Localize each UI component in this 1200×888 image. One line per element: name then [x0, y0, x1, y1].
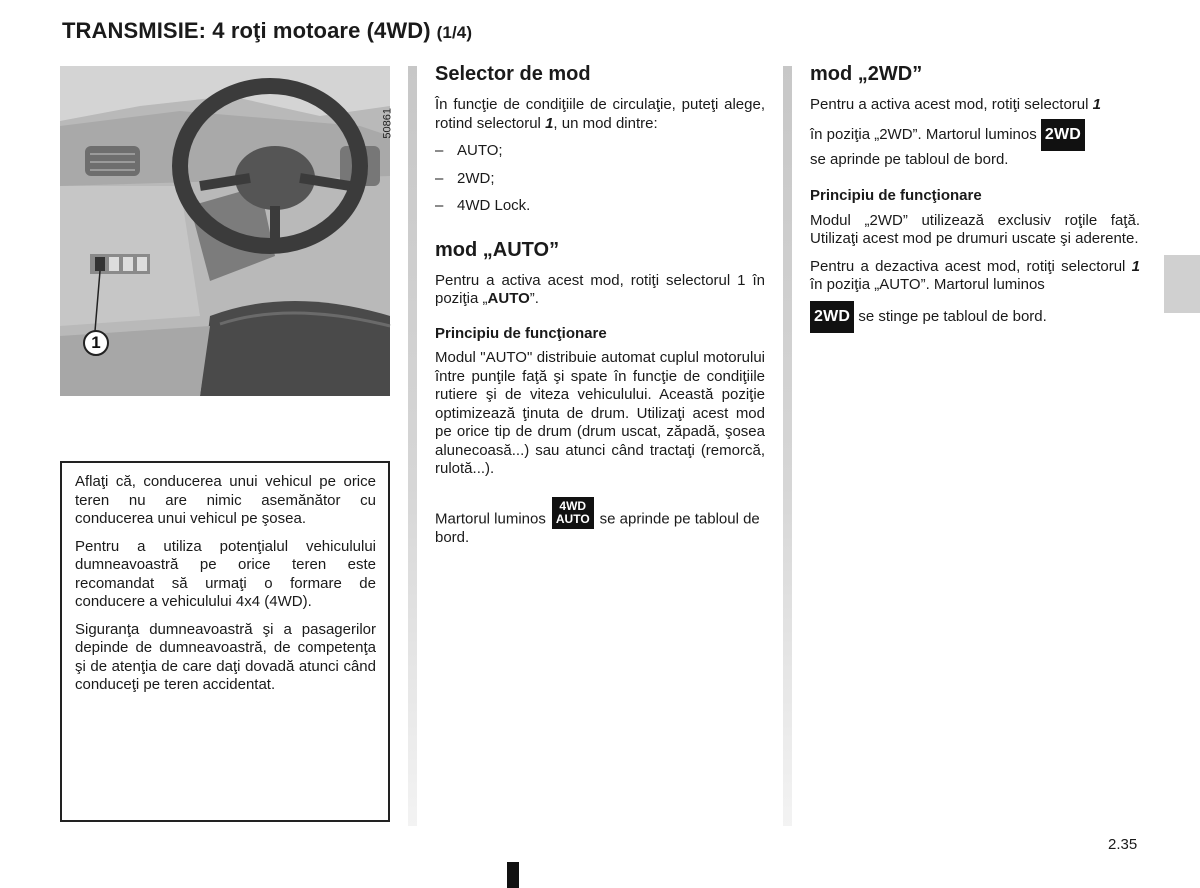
- figure-code: 50861: [382, 108, 394, 139]
- warning-box: [60, 461, 390, 822]
- dashboard-drawing: [60, 66, 390, 396]
- list-item: – 2WD;: [435, 169, 495, 187]
- page-number: 2.35: [1108, 836, 1138, 853]
- dashboard-illustration: [60, 66, 394, 396]
- auto-principle-heading: Principiu de funcţionare: [435, 324, 607, 342]
- auto-indicator-text: Martorul luminos 4WD AUTO se aprinde pe tabloul de bord.: [435, 498, 760, 546]
- 2wd-activate-text-cont: în poziţia „2WD”. Martorul luminos 2WD se aprinde pe tabloul de bord.: [810, 119, 1140, 170]
- 2wd-activate-text: Pentru a activa acest mod, rotiţi selectorul 1: [810, 96, 1101, 113]
- section-heading-2wd: mod „2WD”: [810, 63, 923, 85]
- list-item: – 4WD Lock.: [435, 197, 531, 214]
- list-item: – AUTO;: [435, 142, 503, 159]
- page-part-indicator: (1/4): [436, 23, 473, 42]
- column-middle: [435, 62, 765, 556]
- 2wd-indicator-icon: 2WD: [1041, 119, 1085, 151]
- print-mark: [507, 862, 519, 888]
- warning-paragraph: Siguranţa dumneavoastră şi a pasagerilor depinde de dumneavoastră, de competenţa şi de atenţia de care daţi dovadă atunci când conduceţi pe teren accidentat.: [75, 620, 376, 693]
- selector-intro: În funcţie de condiţiile de circulaţie, puteţi alege, rotind selectorul 1, un mod dintre:: [435, 96, 765, 132]
- page-title: TRANSMISIE: 4 roţi motoare (4WD) (1/4): [62, 18, 473, 43]
- 2wd-deactivate-text-cont: 2WD se stinge pe tabloul de bord.: [810, 301, 1140, 333]
- warning-paragraph: Pentru a utiliza potenţialul vehiculului dumneavoastră pe orice teren este recomandat să urmaţi o formare de conducere a vehiculului 4x4 (4WD).: [75, 537, 376, 610]
- section-heading-selector: Selector de mod: [435, 63, 591, 85]
- 2wd-principle-heading: Principiu de funcţionare: [810, 187, 982, 204]
- 4wd-auto-indicator-icon: 4WD AUTO: [552, 497, 594, 529]
- mode-list: [435, 142, 765, 216]
- column-divider: [408, 66, 417, 826]
- auto-principle-text: Modul "AUTO" distribuie automat cuplul motorului între punţile faţă şi spate în funcţie de condiţiile rutiere şi de viteza vehiculului. Această poziţie optimizează ţinuta de drum. Utilizaţi acest mod pe orice tip de drum (drum uscat, zăpadă, şosea alunecoasă...) sau atunci când tractaţi (remorcă, rulotă...).: [435, 349, 765, 477]
- warning-paragraph: Aflaţi că, conducerea unui vehicul pe orice teren nu are nimic asemănător cu conducerea unui vehicul pe şosea.: [75, 473, 376, 527]
- auto-activate-text: Pentru a activa acest mod, rotiţi selectorul 1 în poziţia „AUTO”.: [435, 271, 765, 307]
- section-heading-auto: mod „AUTO”: [435, 238, 560, 261]
- 2wd-deactivate-text: Pentru a dezactiva acest mod, rotiţi selectorul 1 în poziţia „AUTO”. Martorul luminos: [810, 257, 1140, 293]
- column-divider: [783, 66, 792, 826]
- 2wd-indicator-icon: 2WD: [810, 301, 854, 333]
- 2wd-principle-text: Modul „2WD” utilizează exclusiv roţile faţă. Utilizaţi acest mod pe drumuri uscate şi aderente.: [810, 211, 1140, 247]
- column-right: [810, 62, 1140, 342]
- chapter-tab-marker: [1164, 255, 1200, 313]
- callout-marker: 1: [83, 330, 109, 356]
